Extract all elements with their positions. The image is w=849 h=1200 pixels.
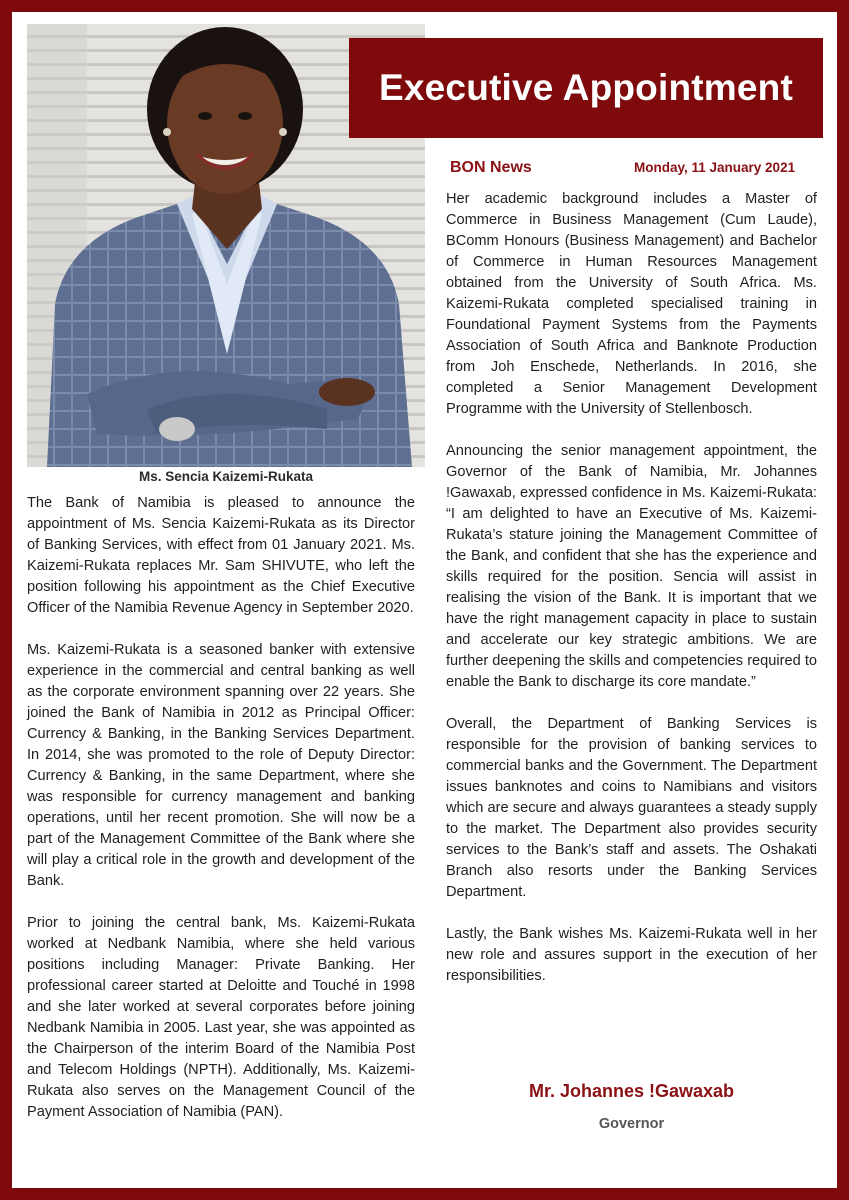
paragraph: Overall, the Department of Banking Services is responsible for the provision of banking services to commercial banks and the Government. The Department issues banknotes and coins to Namibians and visitors which are secure and always guarantees a steady supply to the market. The Department also provides security services to the Bank’s staff and assets. The Oshakati Branch also resorts under the Banking Services Department. xyxy=(446,716,817,900)
press-release-page xyxy=(12,12,837,1188)
page-title: Executive Appointment xyxy=(378,67,793,108)
paragraph: Her academic background includes a Master of Commerce in Business Management (Cum Laude), BComm Honours (Business Management) and Bachelor of Commerce in Human Resources Management obtained from the University of South Africa. Ms. Kaizemi-Rukata completed specialised training in Foundational Payment Systems from the Payments Association of South Africa and Banknote Production from Joh Enschede, Netherlands. In 2016, she completed a Senior Management Development Programme with the University of Stellenbosch. xyxy=(446,191,817,417)
right-column xyxy=(446,189,817,1008)
paragraph: Lastly, the Bank wishes Ms. Kaizemi-Rukata well in her new role and assures support in the execution of her responsibilities. xyxy=(446,926,817,984)
page-title-banner xyxy=(349,38,823,138)
paragraph: Announcing the senior management appointment, the Governor of the Bank of Namibia, Mr. Johannes !Gawaxab, expressed confidence in Ms. Kaizemi-Rukata: “I am delighted to have an Executive of Ms. Kaizemi-Rukata’s stature joining the Management Committee of the Bank, and confident that she has the experience and skills required for the position. Sencia will assist in realising the vision of the Bank. It is important that we have the right management capacity in place to sustain and accelerate our key strategic ambitions. We are further deepening the skills and competencies required to enable the Bank to discharge its core mandate.” xyxy=(446,443,817,690)
left-column xyxy=(27,493,415,1144)
paragraph: Ms. Kaizemi-Rukata is a seasoned banker with extensive experience in the commercial and central banking as well as the corporate environment spanning over 22 years. She joined the Bank of Namibia in 2012 as Principal Officer: Currency & Banking, in the Banking Services Department. In 2014, she was promoted to the role of Deputy Director: Currency & Banking, in the same Department, where she was responsible for currency management and banking operations, until her recent promotion. She will now be a part of the Management Committee of the Bank where she will play a critical role in the growth and development of the Bank. xyxy=(27,642,415,889)
paragraph: The Bank of Namibia is pleased to announce the appointment of Ms. Sencia Kaizemi-Rukata as its Director of Banking Services, with effect from 01 January 2021. Ms. Kaizemi-Rukata replaces Mr. Sam SHIVUTE, who left the position following his appointment as the Chief Executive Officer of the Namibia Revenue Agency in September 2020. xyxy=(27,495,415,616)
publication-name: BON News xyxy=(450,159,532,176)
signatory-name: Mr. Johannes !Gawaxab xyxy=(528,1081,735,1101)
photo-caption: Ms. Sencia Kaizemi-Rukata xyxy=(138,469,314,484)
signatory-title: Governor xyxy=(598,1116,665,1132)
publication-date: Monday, 11 January 2021 xyxy=(634,160,796,175)
paragraph: Prior to joining the central bank, Ms. Kaizemi-Rukata worked at Nedbank Namibia, where she held various positions including Manager: Private Banking. Her professional career started at Deloitte and Touché in 1998 and she later worked at several corporates before joining Nedbank Namibia in 2005. Last year, she was appointed as the Chairperson of the interim Board of the Namibia Post and Telecom Holdings (NPTH). Additionally, Ms. Kaizemi-Rukata also serves on the Management Council of the Payment Association of Namibia (PAN). xyxy=(27,915,415,1120)
